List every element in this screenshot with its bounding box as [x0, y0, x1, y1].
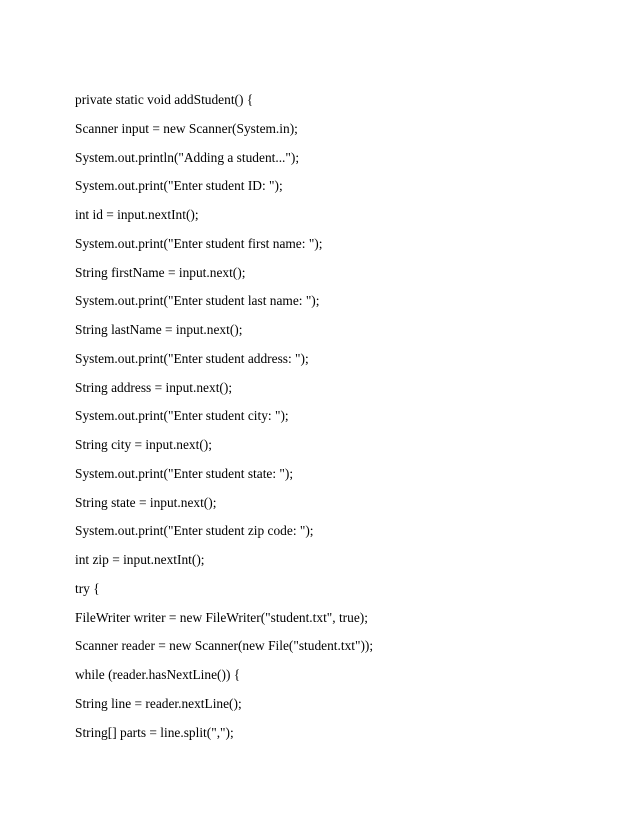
- code-line: try {: [75, 580, 100, 596]
- code-line: FileWriter writer = new FileWriter("student.txt", true);: [75, 609, 368, 625]
- code-line: String firstName = input.next();: [75, 264, 246, 280]
- code-line: System.out.print("Enter student ID: ");: [75, 178, 283, 194]
- code-line: Scanner input = new Scanner(System.in);: [75, 120, 298, 136]
- code-line: System.out.print("Enter student address: ");: [75, 350, 309, 366]
- code-line: String lastName = input.next();: [75, 322, 243, 337]
- code-line: System.out.print("Enter student state: ");: [75, 465, 294, 481]
- code-line: int zip = input.nextInt();: [75, 552, 205, 567]
- code-line: while (reader.hasNextLine()) {: [75, 667, 241, 682]
- code-line: int id = input.nextInt();: [75, 207, 199, 222]
- code-line: System.out.print("Enter student city: ");: [75, 408, 289, 424]
- code-line: System.out.print("Enter student first name: ");: [75, 235, 323, 251]
- code-line: String city = input.next();: [75, 437, 212, 452]
- code-line: String[] parts = line.split(",");: [75, 724, 234, 740]
- code-line: private static void addStudent() {: [75, 92, 254, 107]
- code-text-block: [75, 86, 373, 747]
- code-line: System.out.print("Enter student zip code: ");: [75, 523, 314, 539]
- code-line: Scanner reader = new Scanner(new File("student.txt"));: [75, 638, 374, 654]
- code-line: String line = reader.nextLine();: [75, 695, 242, 711]
- code-line: String state = input.next();: [75, 494, 217, 510]
- code-line: String address = input.next();: [75, 379, 233, 395]
- code-line: System.out.print("Enter student last name: ");: [75, 293, 320, 309]
- code-line: System.out.println("Adding a student...");: [75, 149, 300, 165]
